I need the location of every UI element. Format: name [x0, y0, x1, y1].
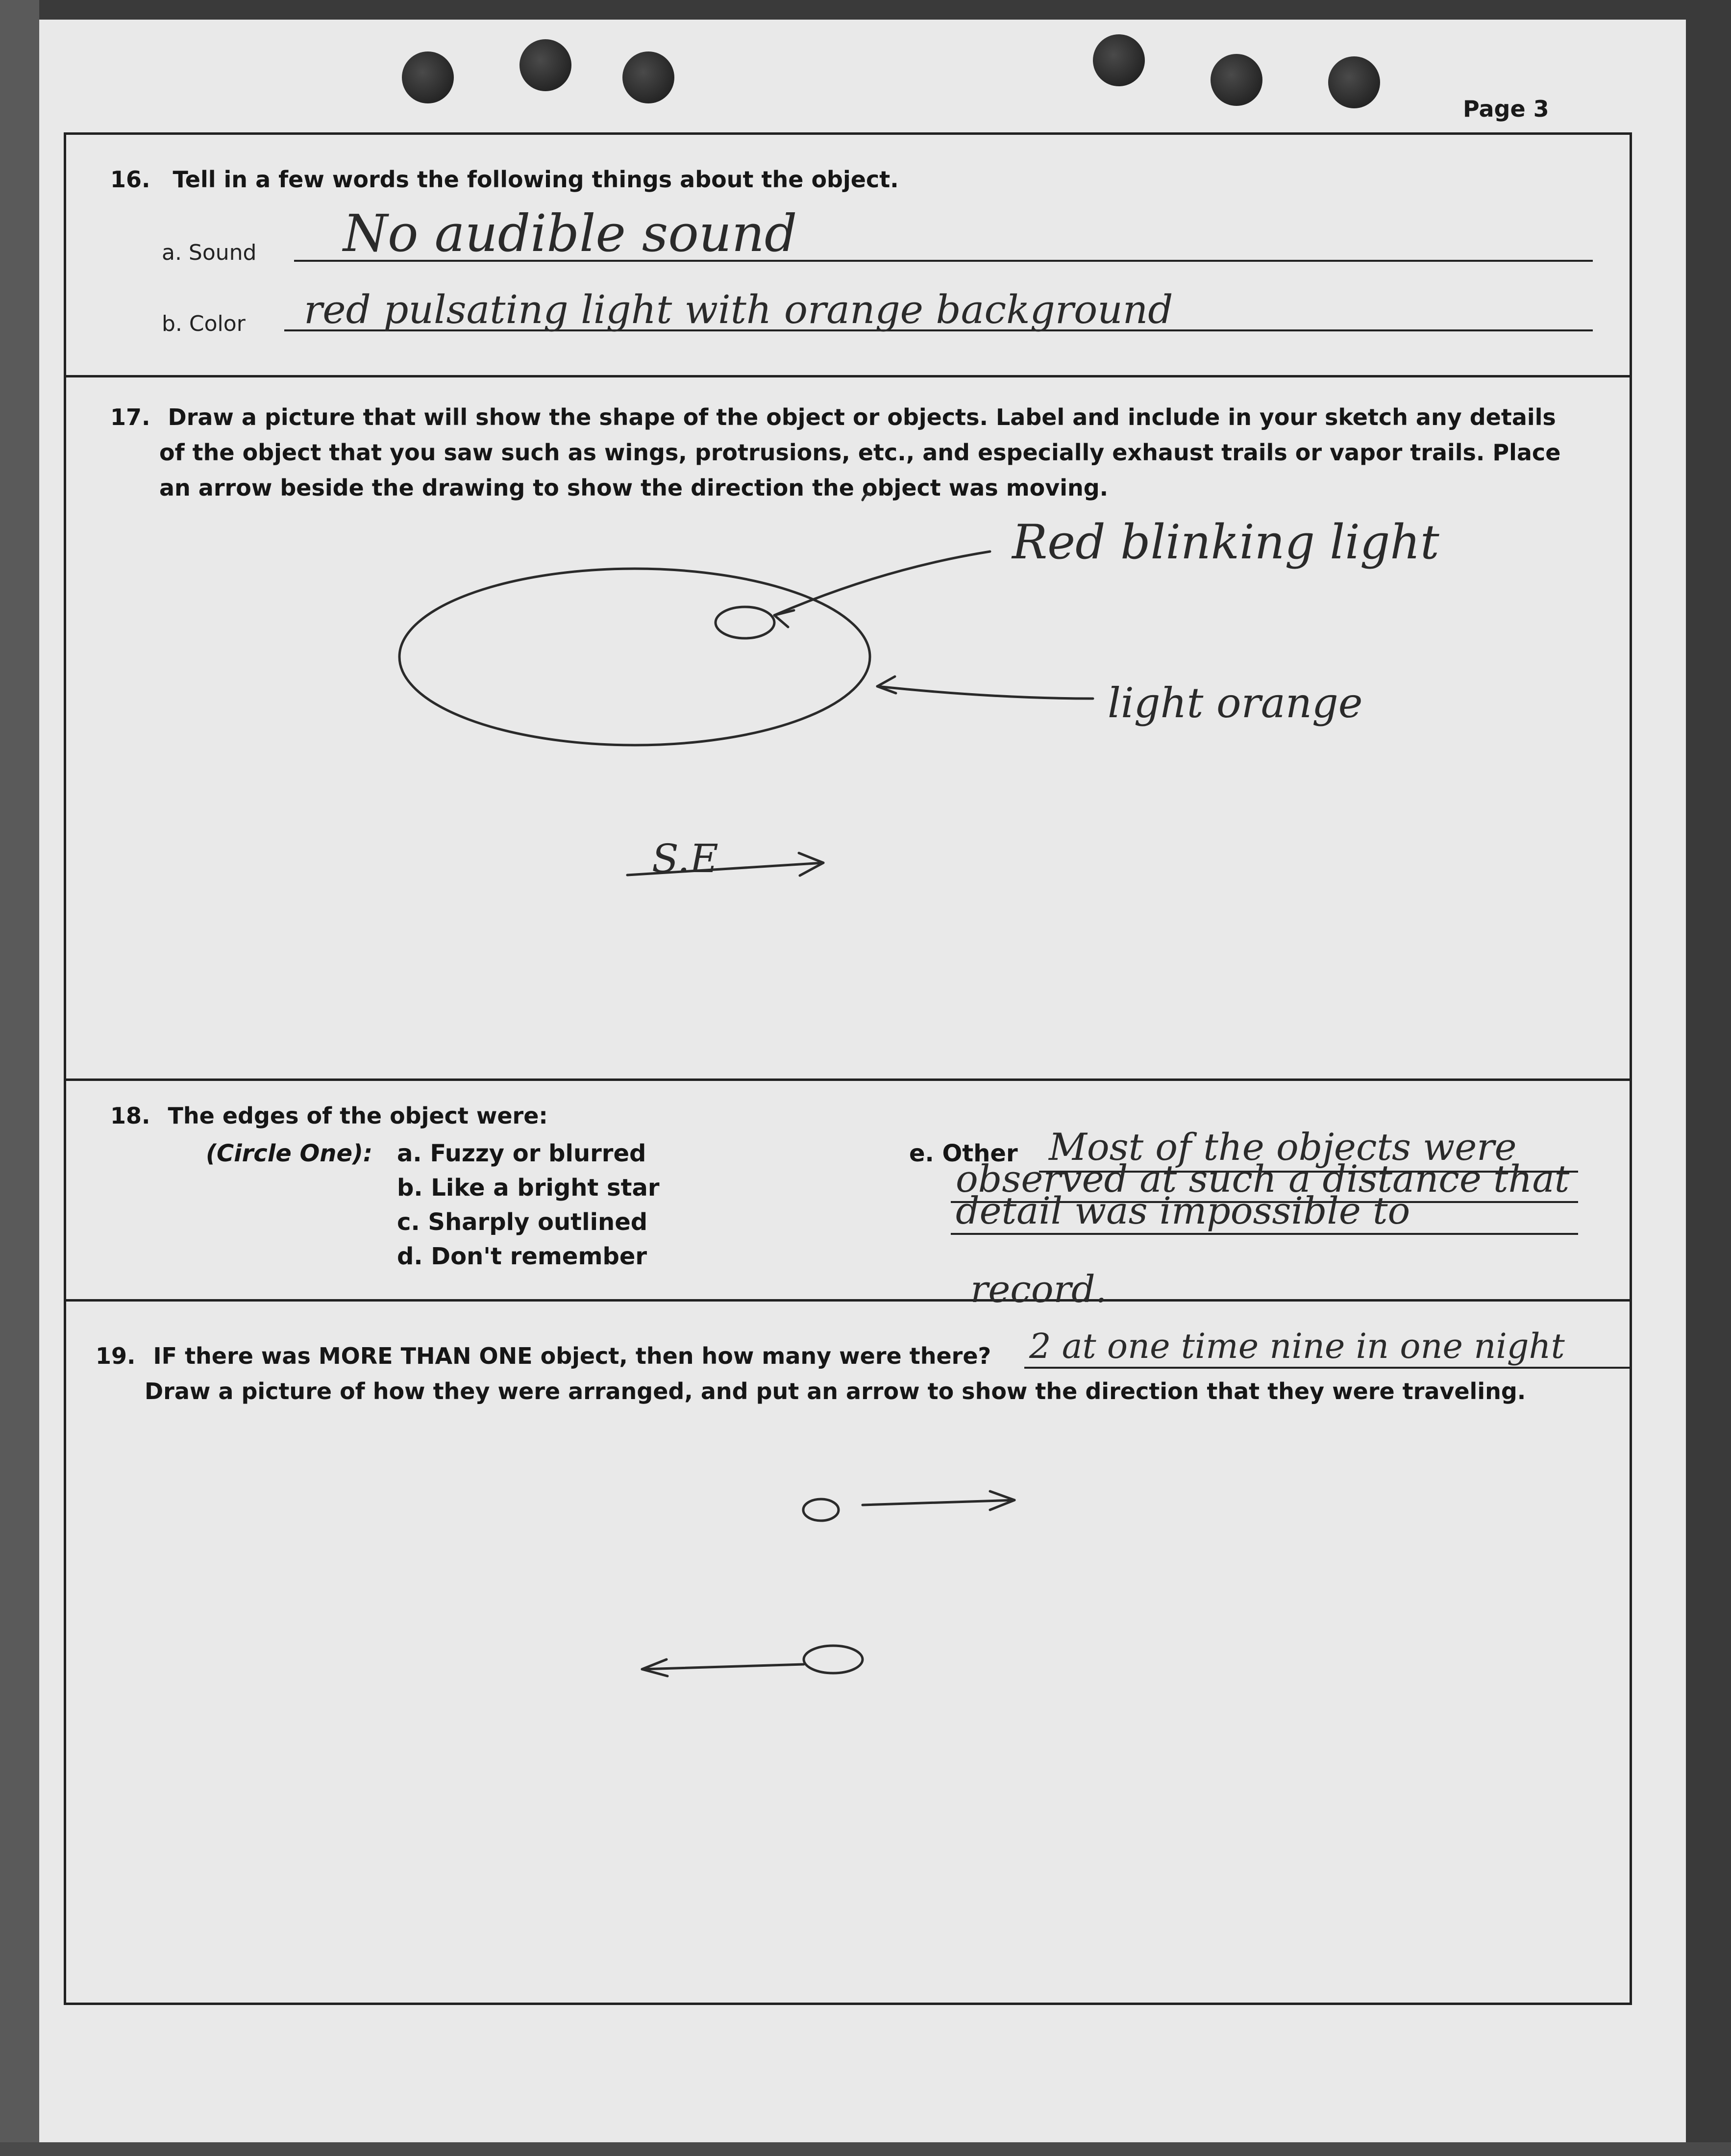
color-label: b. Color	[162, 311, 246, 336]
body-leader-arrowhead	[877, 677, 896, 693]
sketch-label-light: Red blinking light	[1012, 515, 1439, 570]
q17-number: 17.	[110, 404, 150, 430]
color-answer: red pulsating light with orange background	[304, 287, 1173, 332]
other-answer-line-4: record.	[970, 1267, 1107, 1311]
blinking-light-sketch	[716, 607, 774, 638]
q18-prompt	[110, 1098, 548, 1133]
edge-option-fuzzy[interactable]: a. Fuzzy or blurred	[397, 1140, 646, 1167]
sketch-label-body: light orange	[1108, 679, 1363, 727]
hand-drawn-sketches	[39, 20, 1686, 2142]
scan-shadow-bottom	[0, 2142, 1731, 2156]
q17-line3: an arrow beside the drawing to show the direction the object was moving.	[159, 475, 1109, 501]
edge-option-other-label: e. Other	[909, 1140, 1018, 1167]
object-two-arrow-shaft	[642, 1664, 804, 1669]
circle-one-instruction: (Circle One):	[206, 1140, 373, 1167]
q17-line2: of the object that you saw such as wings, protrusions, etc., and especially exhaust trails or vapor trails. Place	[159, 439, 1561, 466]
q18-number: 18.	[110, 1103, 150, 1129]
object-one-arrow-shaft	[863, 1500, 1014, 1505]
other-answer-line-3: detail was impossible to	[956, 1189, 1410, 1232]
edge-option-dont-remember[interactable]: d. Don't remember	[397, 1243, 647, 1270]
sound-label: a. Sound	[162, 240, 257, 265]
ink-mark	[863, 494, 870, 500]
other-answer-line-2: observed at such a distance that	[956, 1157, 1570, 1201]
direction-label: S.E	[652, 836, 718, 881]
q16-text: Tell in a few words the following things about the object.	[173, 166, 899, 193]
count-answer-line	[1024, 1367, 1632, 1369]
sound-answer: No audible sound	[343, 203, 797, 263]
other-answer-line-1: Most of the objects were	[1049, 1125, 1517, 1169]
edge-option-bright-star[interactable]: b. Like a bright star	[397, 1174, 660, 1202]
other-answer-line	[951, 1233, 1578, 1235]
q19-prompt	[96, 1338, 991, 1374]
q19-number: 19.	[96, 1343, 136, 1369]
object-one-sketch	[803, 1499, 839, 1521]
object-outline-sketch	[399, 569, 870, 745]
form-page	[39, 20, 1686, 2142]
q16-number: 16.	[110, 166, 150, 193]
scan-shadow-left	[0, 0, 39, 2156]
body-leader-line	[877, 686, 1093, 699]
q18-text: The edges of the object were:	[168, 1103, 548, 1129]
light-leader-line	[774, 552, 990, 615]
direction-arrow-shaft	[627, 863, 823, 875]
q19-line1: IF there was MORE THAN ONE object, then how many were there?	[153, 1343, 991, 1369]
page-number: Page 3	[1463, 96, 1549, 122]
q17-line1: Draw a picture that will show the shape of the object or objects. Label and include in your sketch any details	[168, 404, 1556, 430]
edge-option-sharply-outlined[interactable]: c. Sharply outlined	[397, 1208, 648, 1236]
q19-line2: Draw a picture of how they were arranged, and put an arrow to show the direction that they were traveling.	[145, 1378, 1526, 1404]
object-two-sketch	[804, 1646, 863, 1673]
count-answer: 2 at one time nine in one night	[1029, 1326, 1565, 1366]
